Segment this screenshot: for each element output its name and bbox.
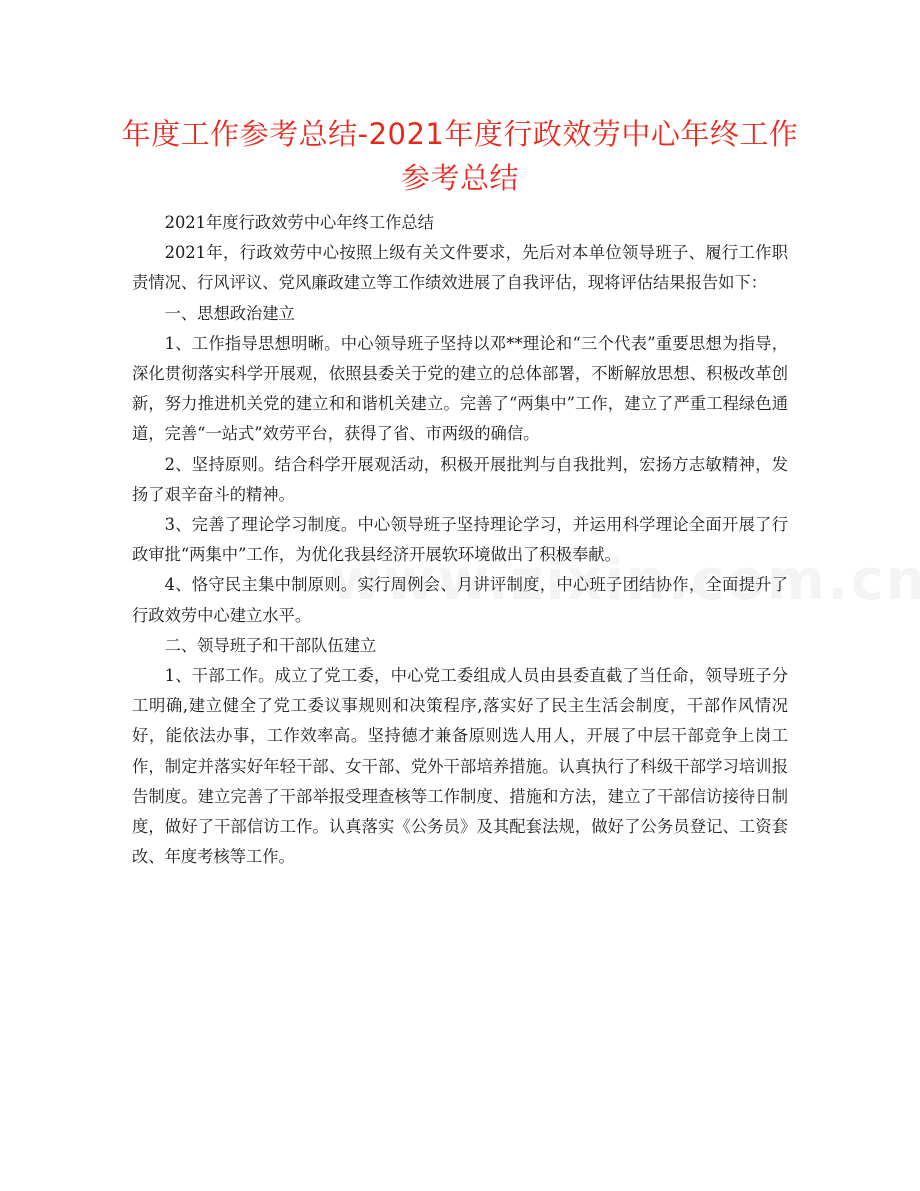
- paragraph-1-2: 2、坚持原则。结合科学开展观活动，积极开展批判与自我批判，宏扬方志敏精神，发扬了艰辛奋斗的精神。: [132, 454, 788, 504]
- section-heading-1: 一、思想政治建立: [164, 303, 295, 323]
- paragraph-1-4: 4、恪守民主集中制原则。实行周例会、月讲评制度，中心班子团结协作，全面提升了行政效劳中心建立水平。: [132, 575, 788, 625]
- document-title: 年度工作参考总结-2021年度行政效劳中心年终工作参考总结: [121, 117, 799, 195]
- document-body: [132, 208, 788, 872]
- paragraph-2-1: 1、干部工作。成立了党工委，中心党工委组成人员由县委直截了当任命，领导班子分工明确,建立健全了党工委议事规则和决策程序,落实好了民主生活会制度，干部作风情况好，能依法办事，工作效率高。坚持德才兼备原则选人用人，开展了中层干部竞争上岗工作，制定并落实好年轻干部、女干部、党外干部培养措施。认真执行了科级干部学习培训报告制度。建立完善了干部举报受理查核等工作制度、措施和方法，建立了干部信访接待日制度，做好了干部信访工作。认真落实《公务员》及其配套法规，做好了公务员登记、工资套改、年度考核等工作。: [132, 666, 788, 867]
- paragraph-1-3: 3、完善了理论学习制度。中心领导班子坚持理论学习，并运用科学理论全面开展了行政审批“两集中”工作，为优化我县经济开展软环境做出了积极奉献。: [132, 515, 788, 565]
- intro-paragraph: 2021年，行政效劳中心按照上级有关文件要求，先后对本单位领导班子、履行工作职责情况、行风评议、党风廉政建立等工作绩效进展了自我评估，现将评估结果报告如下：: [132, 243, 788, 293]
- subtitle-paragraph: 2021年度行政效劳中心年终工作总结: [164, 213, 434, 232]
- paragraph-1-1: 1、工作指导思想明晰。中心领导班子坚持以邓**理论和“三个代表”重要思想为指导，深化贯彻落实科学开展观，依照县委关于党的建立的总体部署，不断解放思想、积极改革创新，努力推进机关党的建立和和谐机关建立。完善了“两集中”工作，建立了严重工程绿色通道，完善“一站式”效劳平台，获得了省、市两级的确信。: [132, 333, 788, 444]
- section-heading-2: 二、领导班子和干部队伍建立: [164, 635, 377, 655]
